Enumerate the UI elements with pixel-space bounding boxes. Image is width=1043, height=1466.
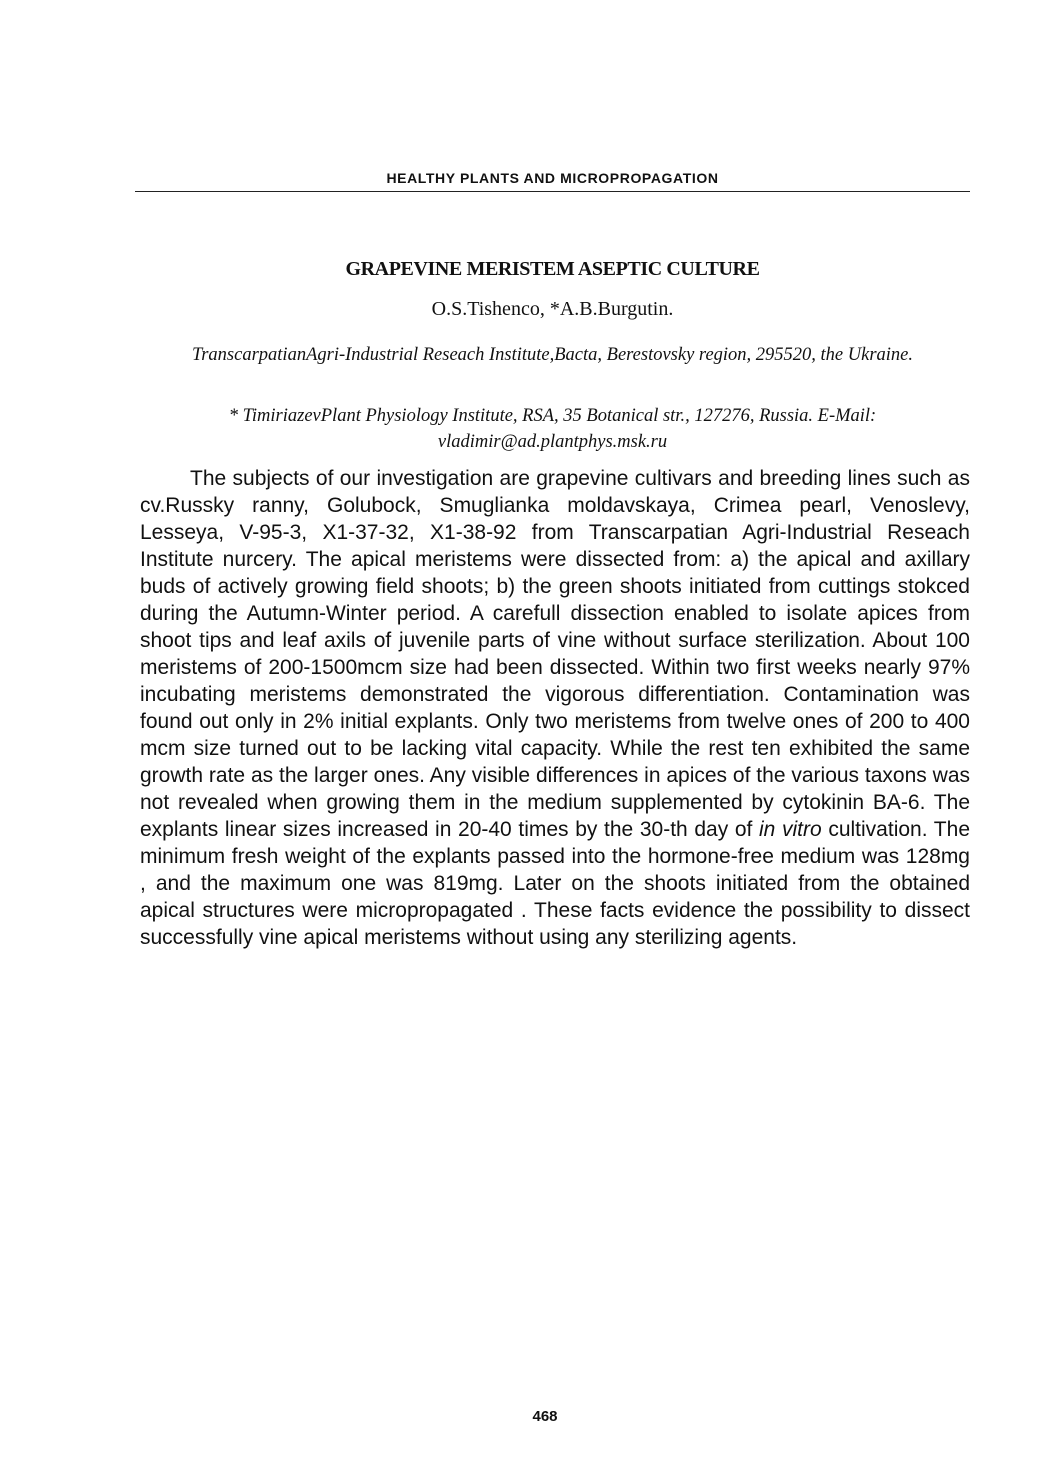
header-rule: [135, 191, 970, 192]
affiliation-1: TranscarpatianAgri-Industrial Reseach Institute,Bacta, Berestovsky region, 295520, the Ukraine.: [191, 345, 914, 365]
abstract-text-part-2: cultivation. The minimum fresh weight of the explants passed into the hormone-free medium was 128mg , and the maximum one was 819mg. Later on the shoots initiated from the obtained apical structures were micropropagated . These facts evidence the possibility to dissect successfully vine apical meristems without using any sterilizing agents.: [140, 818, 970, 949]
abstract-text-part-1: The subjects of our investigation are grapevine cultivars and breeding lines such as cv.Russky ranny, Golubock, Smuglianka moldavskaya, Crimea pearl, Venoslevy, Lesseya, V-95-3, X1-37-32, X1-38-92 from Transcarpatian Agri-Industrial Reseach Institute nurcery. The apical meristems were dissected from: a) the apical and axillary buds of actively growing field shoots; b) the green shoots initiated from cuttings stokced during the Autumn-Winter period. A carefull dissection enabled to isolate apices from shoot tips and leaf axils of juvenile parts of vine without surface sterilization. About 100 meristems of 200-1500mcm size had been dissected. Within two first weeks nearly 97% incubating meristems demonstrated the vigorous differentiation. Contamination was found out only in 2% initial explants. Only two meristems from twelve ones of 200 to 400 mcm size turned out to be lacking vital capacity. While the rest ten exhibited the same growth rate as the larger ones. Any visible differences in apices of the various taxons was not revealed when growing them in the medium supplemented by cytokinin BA-6. The explants linear sizes increased in 20-40 times by the 30-th day of: [140, 467, 970, 841]
running-head: HEALTHY PLANTS AND MICROPROPAGATION: [386, 170, 719, 186]
authors: O.S.Tishenco, *A.B.Burgutin.: [431, 298, 674, 320]
page-number: 468: [532, 1408, 558, 1425]
abstract-body: [140, 465, 970, 951]
abstract-italic-term: in vitro: [759, 818, 822, 841]
affiliation-2: * TimiriazevPlant Physiology Institute, RSA, 35 Botanical str., 127276, Russia. E-Mail: vladimir@ad.plantphys.msk.ru: [228, 406, 877, 452]
paper-title: GRAPEVINE MERISTEM ASEPTIC CULTURE: [345, 258, 760, 280]
